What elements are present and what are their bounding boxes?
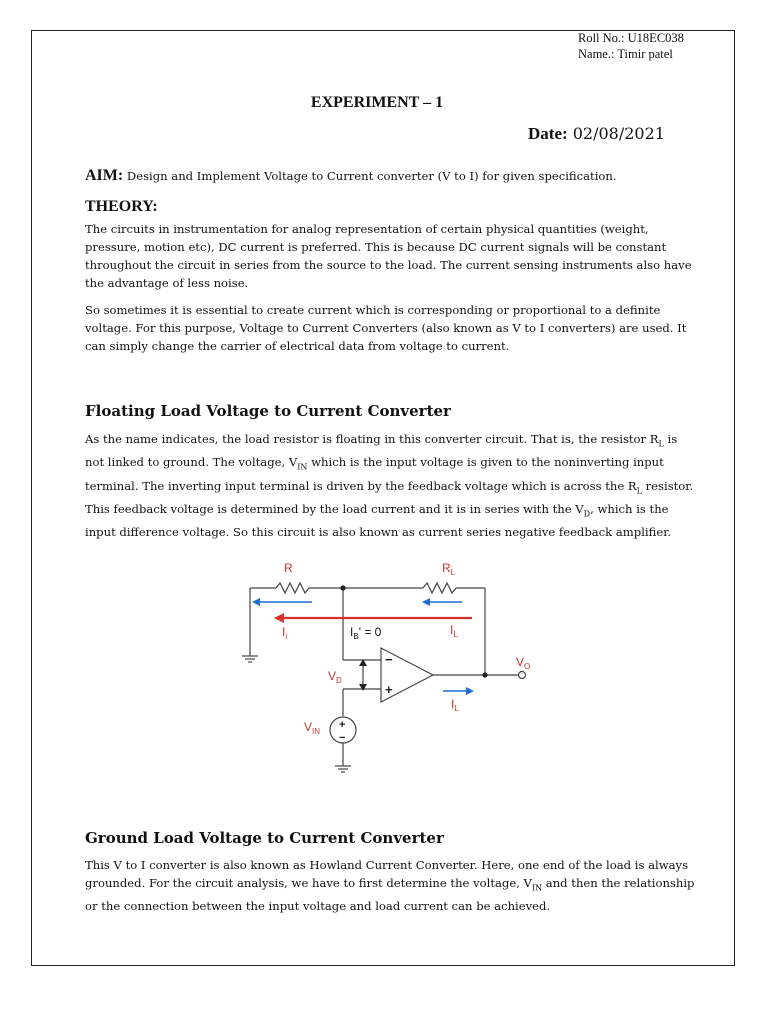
source-plus-sign: +	[339, 719, 346, 731]
output-terminal	[519, 672, 526, 679]
label-vd: $V_D$	[328, 669, 342, 685]
label-r: R	[284, 561, 293, 575]
label-vin: $V_{IN}$	[304, 720, 321, 736]
floating-load-paragraph-2: This feedback voltage is determined by the load current and it is in series with the $V_D$, which is the input difference voltage. So this circuit is also known as current series negative feedback amplifier.	[85, 502, 672, 540]
experiment-title: EXPERIMENT – 1	[310, 94, 444, 111]
student-name: Name.: Timir patel	[578, 47, 673, 61]
theory-paragraph-1: The circuits in instrumentation for analog representation of certain physical quantities (weight, pressure, motion etc), DC current is preferred. This is because DC current signals will be constant throughout the circuit in series from the source to the load. The current sensing instruments also have the advantage of less noise.	[85, 222, 692, 290]
resistor-r	[276, 583, 309, 593]
date-line	[528, 124, 665, 144]
label-il-output: $I_L$	[451, 697, 459, 713]
date-value: 02/08/2021	[572, 124, 665, 143]
student-info	[578, 30, 684, 62]
date-label: Date:	[528, 124, 568, 143]
theory-heading: THEORY:	[85, 198, 158, 215]
resistor-rl	[423, 583, 456, 593]
floating-load-circuit-diagram	[238, 556, 538, 786]
il-top-arrowhead	[422, 598, 430, 606]
ground-load-heading: Ground Load Voltage to Current Converter	[85, 829, 444, 847]
source-minus-sign: −	[339, 732, 346, 744]
red-current-arrowhead	[274, 613, 284, 623]
aim-label: AIM:	[85, 167, 124, 184]
label-rl: $R_L$	[442, 561, 456, 577]
floating-load-heading: Floating Load Voltage to Current Converter	[85, 402, 451, 420]
label-ib: $I_B' = 0$	[350, 625, 382, 641]
vd-arrowhead-down	[359, 684, 367, 691]
ground-load-paragraph: This V to I converter is also known as Howland Current Converter. Here, one end of the load is always grounded. For the circuit analysis, we have to first determine the voltage, $V_{IN}$ and then the relationship or the connection between the input voltage and load current can be achieved.	[85, 858, 695, 914]
junction-node-top	[340, 585, 345, 590]
theory-paragraph-2: So sometimes it is essential to create current which is corresponding or proportional to a definite voltage. For this purpose, Voltage to Current Converters (also known as V to I converters) are used. It can simply change the carrier of electrical data from voltage to current.	[85, 303, 687, 353]
op-amp-minus-sign: −	[385, 652, 393, 667]
ii-arrowhead	[252, 598, 260, 606]
label-vo: $V_O$	[516, 655, 531, 671]
roll-number: Roll No.: U18EC038	[578, 31, 684, 45]
floating-load-paragraph-1: As the name indicates, the load resistor is floating in this converter circuit. That is, the resistor $R_L$ is not linked to ground. The voltage, $V_{IN}$ which is the input voltage is given to the noninverting input terminal. The inverting input terminal is driven by the feedback voltage which is across the $R_L$ resistor.	[85, 432, 694, 495]
aim-line	[85, 167, 617, 185]
il-output-arrowhead	[466, 687, 474, 695]
junction-node-output	[482, 672, 487, 677]
aim-text: Design and Implement Voltage to Current converter (V to I) for given specification.	[126, 169, 617, 183]
label-il: $I_L$	[450, 623, 458, 639]
op-amp-plus-sign: +	[385, 682, 393, 697]
label-ii: $I_i$	[282, 625, 288, 641]
